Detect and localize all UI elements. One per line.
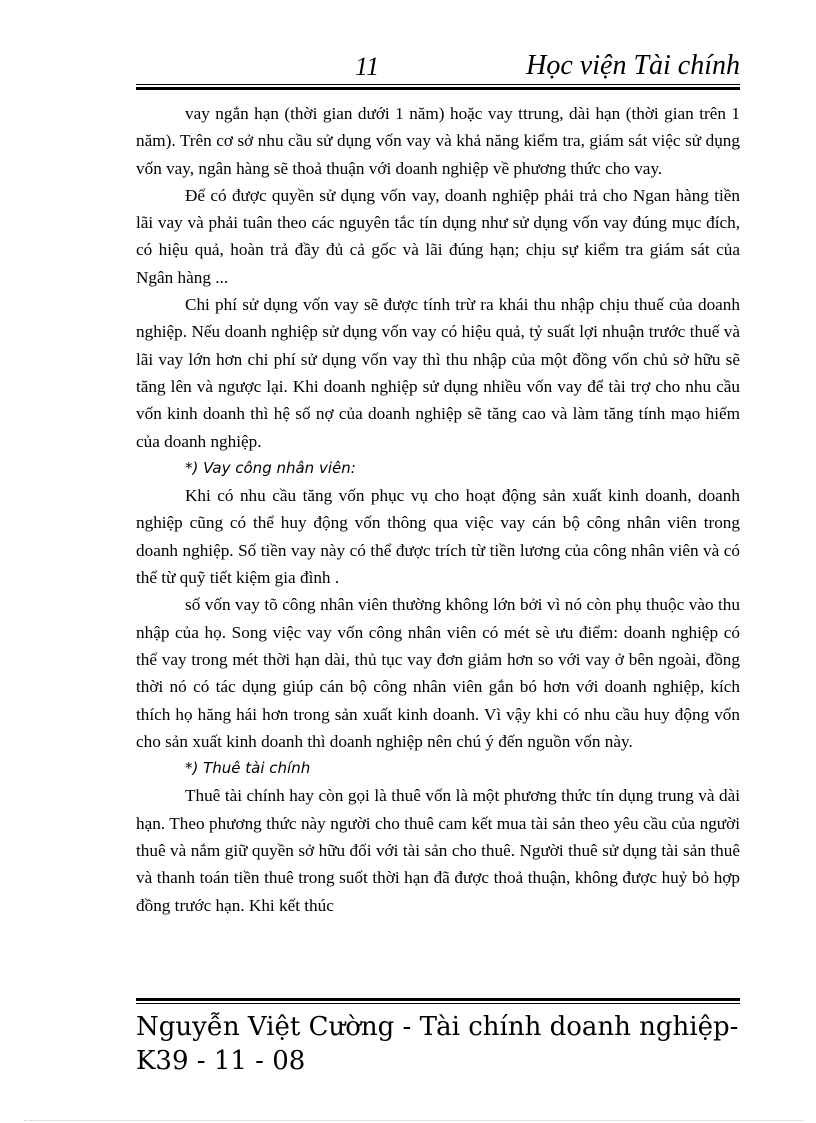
page-footer <box>136 1010 756 1078</box>
paragraph-continued: vay ngắn hạn (thời gian dưới 1 năm) hoặc vay ttrung, dài hạn (thời gian trên 1 năm). Trên cơ sở nhu cầu sử dụng vốn vay và khả năng kiểm tra, giám sát việc sử dụng vốn vay, ngân hàng sẽ thoả thuận với doanh nghiệp về phương thức cho vay. <box>136 104 740 178</box>
paragraph: Khi có nhu cầu tăng vốn phục vụ cho hoạt động sản xuất kinh doanh, doanh nghiệp cũng có thể huy động vốn thông qua việc vay cán bộ công nhân viên trong doanh nghiệp. Số tiền vay này có thể được trích từ tiền lương của công nhân viên và có thể từ quỹ tiết kiệm gia đình . <box>136 486 740 588</box>
paragraph: Thuê tài chính hay còn gọi là thuê vốn là một phương thức tín dụng trung và dài hạn. Theo phương thức này người cho thuê cam kết mua tài sản theo yêu cầu của người thuê và nắm giữ quyền sở hữu đối với tài sản cho thuê. Người thuê sử dụng tài sản thuê và thanh toán tiền thuê trong suốt thời hạn đã được thoả thuận, không được huỷ bỏ hợp đồng trước hạn. Khi kết thúc <box>136 786 740 915</box>
header-title: Học viện Tài chính <box>526 50 740 81</box>
paragraph: số vốn vay tõ công nhân viên thường không lớn bởi vì nó còn phụ thuộc vào thu nhập của họ. Song việc vay vốn công nhân viên có mét sè ưu điểm: doanh nghiệp có thể vay trong mét thời hạn dài, thủ tục vay đơn giảm hơn so với vay ở bên ngoài, đồng thời nó có tác dụng giúp cán bộ công nhân viên gắn bó hơn với doanh nghiệp, kích thích họ hăng hái hơn trong sản xuất kinh doanh. Vì vậy khi có nhu cầu huy động vốn cho sản xuất kinh doanh thì doanh nghiệp nên chú ý đến nguồn vốn này. <box>136 595 740 751</box>
paragraph: Chi phí sử dụng vốn vay sẽ được tính trừ ra khái thu nhập chịu thuế của doanh nghiệp. Nếu doanh nghiệp sử dụng vốn vay có hiệu quả, tỷ suất lợi nhuận trước thuế và lãi vay lớn hơn chi phí sử dụng vốn vay thì thu nhập của một đồng vốn chủ sở hữu sẽ tăng lên và ngược lại. Khi doanh nghiệp sử dụng nhiều vốn vay để tài trợ cho nhu cầu vốn kinh doanh thì hệ số nợ của doanh nghiệp sẽ tăng cao và làm tăng tính mạo hiểm của doanh nghiệp. <box>136 295 740 451</box>
page-edge-divider <box>24 1120 804 1121</box>
body-text <box>136 100 740 919</box>
footer-rule <box>136 998 740 1004</box>
footer-line-2: K39 - 11 - 08 <box>136 1046 306 1076</box>
paragraph: Để có được quyền sử dụng vốn vay, doanh nghiệp phải trả cho Ngan hàng tiền lãi vay và phải tuân theo các nguyên tắc tín dụng như sử dụng vốn vay đúng mục đích, có hiệu quả, hoàn trả đầy đủ cả gốc và lãi đúng hạn; chịu sự kiểm tra giám sát của Ngân hàng ... <box>136 185 740 287</box>
subheading-vay-cong-nhan-vien: *) Vay công nhân viên: <box>185 458 356 477</box>
subheading-thue-tai-chinh: *) Thuê tài chính <box>185 759 311 778</box>
page-header <box>136 48 740 88</box>
page-number: 11 <box>355 52 380 81</box>
footer-line-1: Nguyễn Việt Cường - Tài chính doanh nghiệp- <box>136 1012 739 1042</box>
header-rule <box>136 84 740 90</box>
